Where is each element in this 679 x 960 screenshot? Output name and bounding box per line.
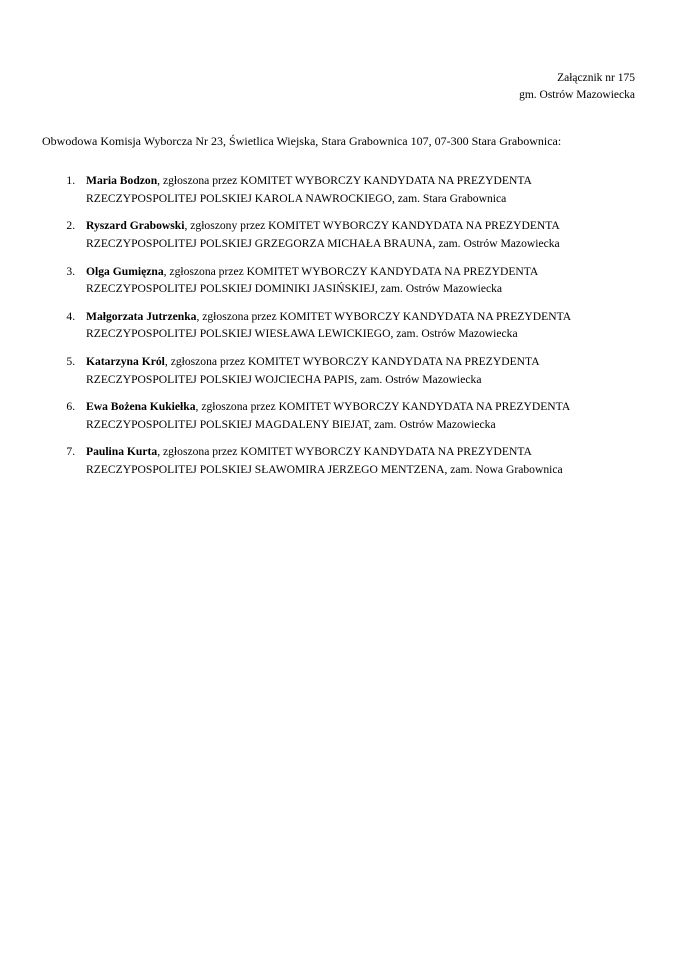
candidate-details: , zgłoszona przez KOMITET WYBORCZY KANDYDATA NA PREZYDENTA RZECZYPOSPOLITEJ POLSKIEJ WOJCIECHA PAPIS, zam. Ostrów Mazowiecka: [86, 355, 539, 386]
candidate-details: , zgłoszona przez KOMITET WYBORCZY KANDYDATA NA PREZYDENTA RZECZYPOSPOLITEJ POLSKIEJ KAROLA NAWROCKIEGO, zam. Stara Grabownica: [86, 174, 532, 205]
candidate-name: Ryszard Grabowski: [86, 219, 185, 233]
candidate-list: [42, 172, 637, 479]
document-header: [42, 70, 635, 103]
candidate-name: Małgorzata Jutrzenka: [86, 309, 197, 323]
candidate-name: Olga Gumięzna: [86, 264, 164, 278]
municipality-name: gm. Ostrów Mazowiecka: [519, 88, 635, 101]
committee-heading: Obwodowa Komisja Wyborcza Nr 23, Świetlica Wiejska, Stara Grabownica 107, 07-300 Stara Grabownica:: [42, 134, 562, 149]
candidate-name: Katarzyna Król: [86, 355, 165, 369]
candidate-name: Ewa Bożena Kukiełka: [86, 400, 196, 414]
list-item: [78, 353, 637, 388]
candidate-details: , zgłoszony przez KOMITET WYBORCZY KANDYDATA NA PREZYDENTA RZECZYPOSPOLITEJ POLSKIEJ GRZEGORZA MICHAŁA BRAUNA, zam. Ostrów Mazowiecka: [86, 219, 560, 250]
list-item: [78, 443, 637, 478]
list-item: [78, 398, 637, 433]
list-item: [78, 217, 637, 252]
list-item: [78, 172, 637, 207]
candidate-details: , zgłoszona przez KOMITET WYBORCZY KANDYDATA NA PREZYDENTA RZECZYPOSPOLITEJ POLSKIEJ SŁAWOMIRA JERZEGO MENTZENA, zam. Nowa Grabownica: [86, 445, 563, 477]
attachment-number: Załącznik nr 175: [557, 72, 635, 84]
candidate-details: , zgłoszona przez KOMITET WYBORCZY KANDYDATA NA PREZYDENTA RZECZYPOSPOLITEJ POLSKIEJ DOMINIKI JASIŃSKIEJ, zam. Ostrów Mazowiecka: [86, 264, 538, 296]
candidate-details: , zgłoszona przez KOMITET WYBORCZY KANDYDATA NA PREZYDENTA RZECZYPOSPOLITEJ POLSKIEJ MAGDALENY BIEJAT, zam. Ostrów Mazowiecka: [86, 400, 570, 431]
candidate-name: Maria Bodzon: [86, 174, 158, 188]
list-item: [78, 308, 637, 343]
candidate-name: Paulina Kurta: [86, 445, 158, 459]
list-item: [78, 263, 637, 298]
candidate-details: , zgłoszona przez KOMITET WYBORCZY KANDYDATA NA PREZYDENTA RZECZYPOSPOLITEJ POLSKIEJ WIESŁAWA LEWICKIEGO, zam. Ostrów Mazowiecka: [86, 309, 571, 341]
